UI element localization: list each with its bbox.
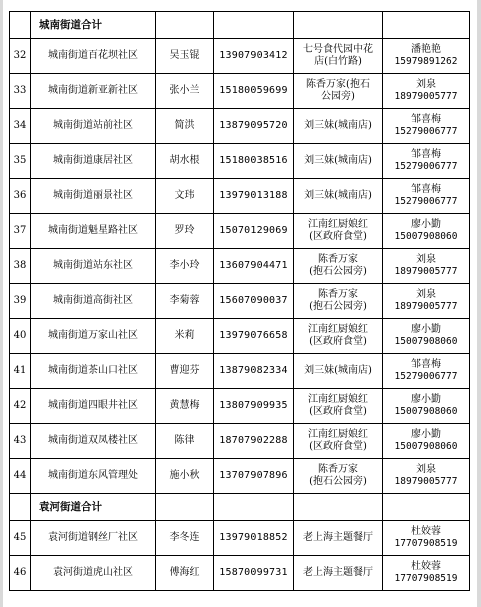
row-number: 45 (10, 521, 31, 556)
restaurant-line: 刘三妹(城南店) (304, 120, 372, 131)
restaurant-line: 刘三妹(城南店) (304, 155, 372, 166)
contact-cell (383, 179, 470, 214)
contact-name: 廖小勤 (411, 219, 441, 230)
restaurant-line: 老上海主题餐厅 (303, 567, 373, 578)
contact-cell (383, 144, 470, 179)
person-name: 黄慧梅 (156, 389, 214, 424)
contact-phone: 17707908519 (394, 573, 458, 584)
section-header-blank (294, 12, 383, 39)
restaurant-line: 陈香万家(抱石 (306, 79, 370, 90)
person-phone: 13879082334 (214, 354, 294, 389)
section-header-blank (10, 12, 31, 39)
restaurant-cell (294, 249, 383, 284)
person-name: 文玮 (156, 179, 214, 214)
restaurant-line: (抱石公园旁) (309, 301, 367, 312)
contact-phone: 18979005777 (394, 476, 458, 487)
restaurant-line: (抱石公园旁) (309, 266, 367, 277)
restaurant-line: (抱石公园旁) (309, 476, 367, 487)
restaurant-line: 江南红厨娘红 (308, 219, 368, 230)
contact-name: 刘泉 (416, 464, 436, 475)
restaurant-cell (294, 214, 383, 249)
person-phone: 13979018852 (214, 521, 294, 556)
contact-cell (383, 109, 470, 144)
community-name: 城南街道双凤楼社区 (31, 424, 156, 459)
contact-cell (383, 521, 470, 556)
contact-cell (383, 284, 470, 319)
table-row (10, 249, 470, 284)
community-name: 袁河街道虎山社区 (31, 556, 156, 591)
restaurant-cell (294, 319, 383, 354)
section-header-blank (383, 12, 470, 39)
contact-name: 邹喜梅 (411, 359, 441, 370)
restaurant-cell (294, 74, 383, 109)
table-row (10, 556, 470, 591)
person-phone: 18707902288 (214, 424, 294, 459)
section-header-row (10, 494, 470, 521)
community-name: 城南街道东风管理处 (31, 459, 156, 494)
person-name: 施小秋 (156, 459, 214, 494)
restaurant-cell (294, 521, 383, 556)
contact-phone: 17707908519 (394, 538, 458, 549)
person-phone: 13979076658 (214, 319, 294, 354)
contact-name: 杜姣蓉 (411, 526, 441, 537)
table-row (10, 389, 470, 424)
section-header-blank (10, 494, 31, 521)
community-name: 城南街道站前社区 (31, 109, 156, 144)
row-number: 41 (10, 354, 31, 389)
contact-cell (383, 249, 470, 284)
table-row (10, 109, 470, 144)
person-phone: 15870099731 (214, 556, 294, 591)
contact-name: 邹喜梅 (411, 149, 441, 160)
contact-phone: 15979891262 (394, 56, 458, 67)
table-row (10, 424, 470, 459)
contact-name: 刘泉 (416, 79, 436, 90)
contact-phone: 18979005777 (394, 91, 458, 102)
restaurant-cell (294, 556, 383, 591)
contact-cell (383, 319, 470, 354)
restaurant-cell (294, 389, 383, 424)
restaurant-line: 江南红厨娘红 (308, 429, 368, 440)
page-edge-right (477, 0, 481, 607)
table-row (10, 179, 470, 214)
restaurant-line: 老上海主题餐厅 (303, 532, 373, 543)
row-number: 44 (10, 459, 31, 494)
restaurant-cell (294, 179, 383, 214)
contact-phone: 15007908060 (394, 406, 458, 417)
row-number: 39 (10, 284, 31, 319)
row-number: 33 (10, 74, 31, 109)
person-phone: 13879095720 (214, 109, 294, 144)
table-row (10, 521, 470, 556)
person-phone: 15180038516 (214, 144, 294, 179)
person-phone: 13807909935 (214, 389, 294, 424)
row-number: 35 (10, 144, 31, 179)
community-name: 城南街道新亚新社区 (31, 74, 156, 109)
community-name: 城南街道万家山社区 (31, 319, 156, 354)
person-name: 胡水根 (156, 144, 214, 179)
contact-name: 廖小勤 (411, 429, 441, 440)
restaurant-line: 陈香万家 (318, 464, 358, 475)
contact-cell (383, 424, 470, 459)
row-number: 40 (10, 319, 31, 354)
contact-name: 潘艳艳 (411, 44, 441, 55)
community-name: 城南街道四眼井社区 (31, 389, 156, 424)
restaurant-cell (294, 109, 383, 144)
community-name: 城南街道高街社区 (31, 284, 156, 319)
person-phone: 15070129069 (214, 214, 294, 249)
section-header-blank (383, 494, 470, 521)
person-phone: 13707907896 (214, 459, 294, 494)
volunteer-meal-table (9, 11, 470, 591)
table-row (10, 319, 470, 354)
contact-phone: 15007908060 (394, 336, 458, 347)
section-header-blank (156, 494, 214, 521)
row-number: 46 (10, 556, 31, 591)
row-number: 37 (10, 214, 31, 249)
contact-name: 刘泉 (416, 254, 436, 265)
restaurant-cell (294, 144, 383, 179)
community-name: 城南街道茶山口社区 (31, 354, 156, 389)
community-name: 袁河街道钢丝厂社区 (31, 521, 156, 556)
person-name: 李菊蓉 (156, 284, 214, 319)
contact-cell (383, 459, 470, 494)
contact-cell (383, 39, 470, 74)
restaurant-cell (294, 424, 383, 459)
person-name: 米莉 (156, 319, 214, 354)
restaurant-line: (区政府食堂) (309, 231, 367, 242)
page-edge-left (0, 0, 3, 607)
restaurant-line: 刘三妹(城南店) (304, 190, 372, 201)
restaurant-line: 公园旁) (321, 91, 355, 102)
community-name: 城南街道魁星路社区 (31, 214, 156, 249)
contact-phone: 15007908060 (394, 231, 458, 242)
section-header-blank (214, 494, 294, 521)
table-row (10, 354, 470, 389)
restaurant-line: 陈香万家 (318, 254, 358, 265)
person-name: 吴玉锟 (156, 39, 214, 74)
community-name: 城南街道康居社区 (31, 144, 156, 179)
contact-name: 廖小勤 (411, 394, 441, 405)
restaurant-line: (区政府食堂) (309, 336, 367, 347)
contact-phone: 18979005777 (394, 266, 458, 277)
section-title: 袁河街道合计 (31, 494, 156, 521)
restaurant-line: (区政府食堂) (309, 441, 367, 452)
table-row (10, 39, 470, 74)
contact-phone: 15279006777 (394, 196, 458, 207)
contact-phone: 15279006777 (394, 371, 458, 382)
contact-cell (383, 354, 470, 389)
section-header-row (10, 12, 470, 39)
row-number: 36 (10, 179, 31, 214)
person-name: 李冬连 (156, 521, 214, 556)
contact-cell (383, 74, 470, 109)
contact-cell (383, 556, 470, 591)
person-name: 李小玲 (156, 249, 214, 284)
section-header-blank (214, 12, 294, 39)
contact-name: 杜姣蓉 (411, 561, 441, 572)
table-body (10, 12, 470, 591)
row-number: 42 (10, 389, 31, 424)
person-name: 简洪 (156, 109, 214, 144)
contact-cell (383, 214, 470, 249)
person-name: 陈律 (156, 424, 214, 459)
person-phone: 15180059699 (214, 74, 294, 109)
contact-name: 廖小勤 (411, 324, 441, 335)
restaurant-line: 江南红厨娘红 (308, 324, 368, 335)
person-phone: 15607090037 (214, 284, 294, 319)
contact-phone: 15279006777 (394, 161, 458, 172)
person-name: 曹迎芬 (156, 354, 214, 389)
person-name: 张小兰 (156, 74, 214, 109)
table-row (10, 214, 470, 249)
person-phone: 13907903412 (214, 39, 294, 74)
table-row (10, 74, 470, 109)
row-number: 32 (10, 39, 31, 74)
restaurant-line: 陈香万家 (318, 289, 358, 300)
community-name: 城南街道丽景社区 (31, 179, 156, 214)
restaurant-cell (294, 39, 383, 74)
row-number: 43 (10, 424, 31, 459)
restaurant-line: (区政府食堂) (309, 406, 367, 417)
contact-phone: 15007908060 (394, 441, 458, 452)
restaurant-line: 刘三妹(城南店) (304, 365, 372, 376)
table-row (10, 459, 470, 494)
restaurant-cell (294, 284, 383, 319)
community-name: 城南街道站东社区 (31, 249, 156, 284)
community-name: 城南街道百花坝社区 (31, 39, 156, 74)
table-row (10, 284, 470, 319)
restaurant-line: 七号食代园中花 (303, 44, 373, 55)
contact-name: 邹喜梅 (411, 184, 441, 195)
section-header-blank (294, 494, 383, 521)
contact-name: 刘泉 (416, 289, 436, 300)
person-phone: 13979013188 (214, 179, 294, 214)
section-header-blank (156, 12, 214, 39)
contact-cell (383, 389, 470, 424)
person-name: 傅海红 (156, 556, 214, 591)
restaurant-line: 江南红厨娘红 (308, 394, 368, 405)
person-name: 罗玲 (156, 214, 214, 249)
row-number: 38 (10, 249, 31, 284)
restaurant-cell (294, 354, 383, 389)
contact-phone: 18979005777 (394, 301, 458, 312)
restaurant-cell (294, 459, 383, 494)
contact-name: 邹喜梅 (411, 114, 441, 125)
contact-phone: 15279006777 (394, 126, 458, 137)
row-number: 34 (10, 109, 31, 144)
section-title: 城南街道合计 (31, 12, 156, 39)
person-phone: 13607904471 (214, 249, 294, 284)
restaurant-line: 店(白竹路) (314, 56, 362, 67)
table-row (10, 144, 470, 179)
